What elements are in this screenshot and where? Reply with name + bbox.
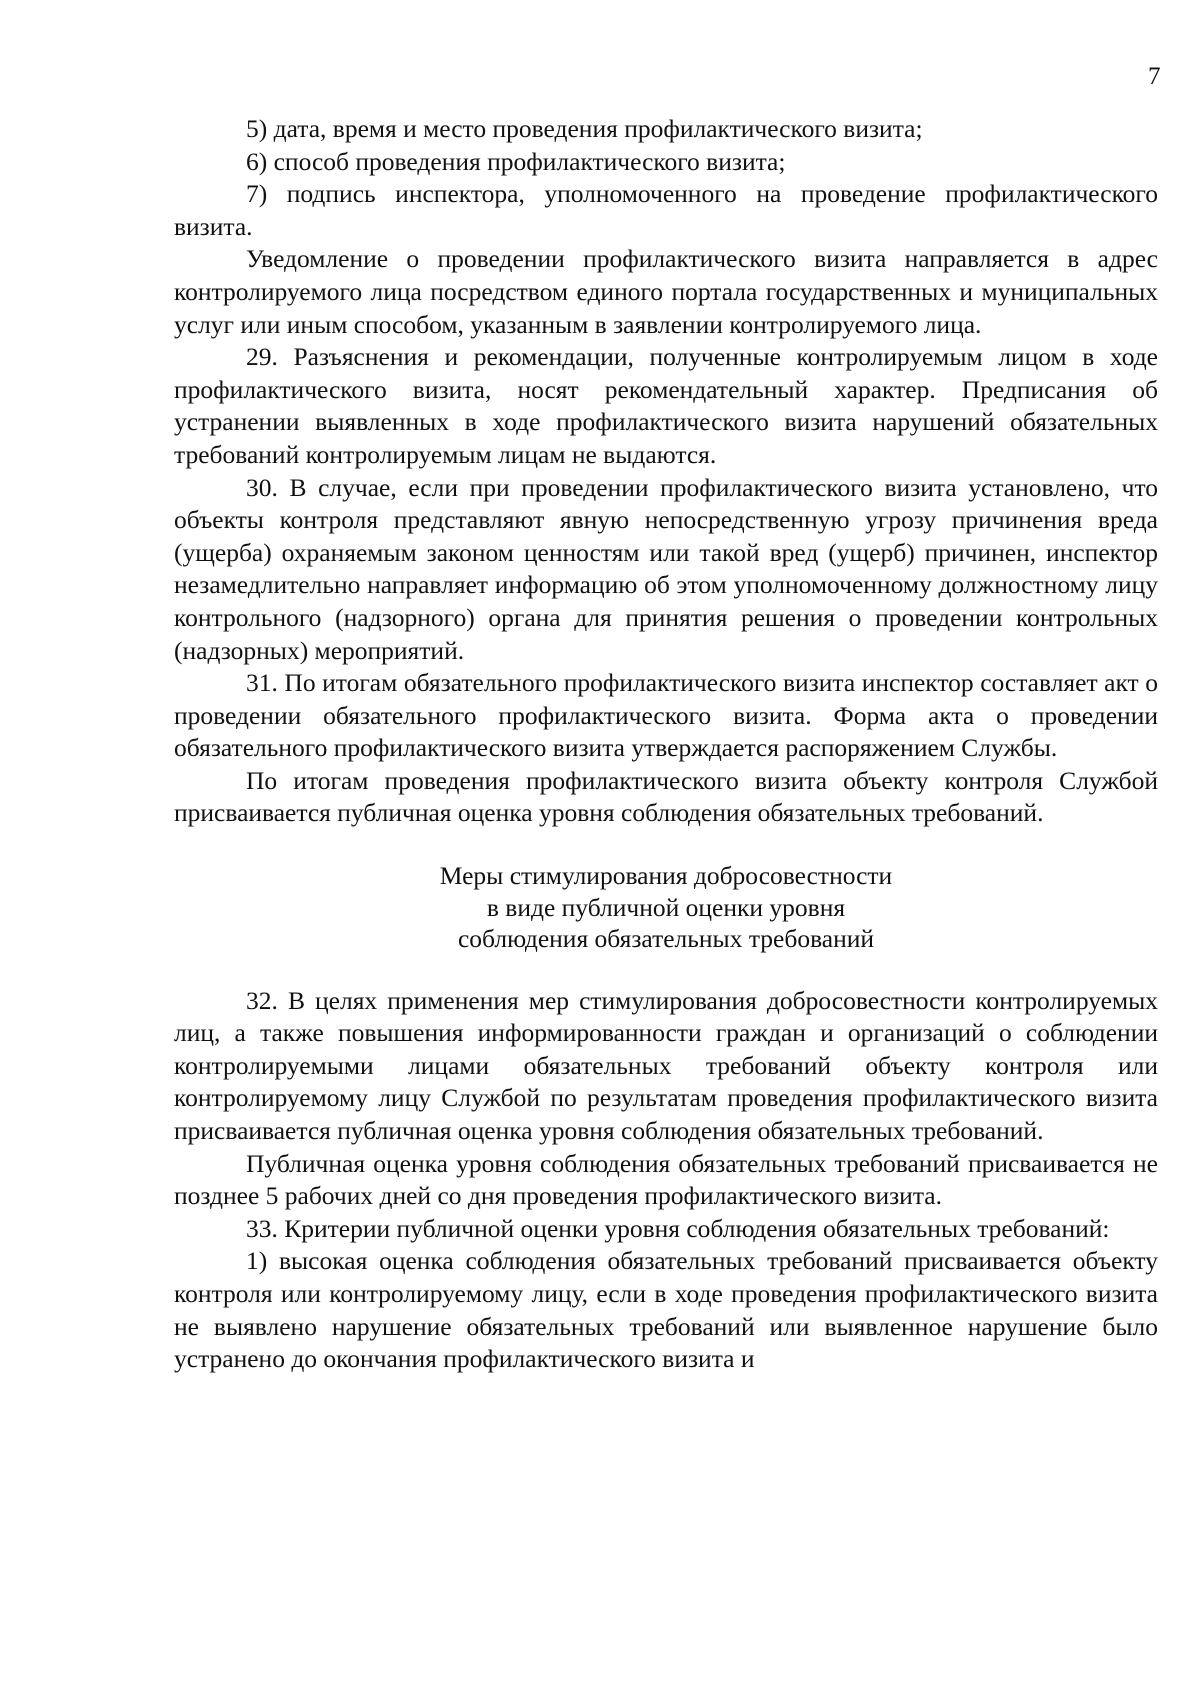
paragraph-criteria-1: 1) высокая оценка соблюдения обязательных требований присваивается объекту контроля или контролируемому лицу, если в ходе проведения профилактического визита не выявлено нарушение обязательных требований или выявленное нарушение было устранено до окончания профилактического визита и — [174, 1246, 1158, 1374]
paragraph-31: 31. По итогам обязательного профилактического визита инспектор составляет акт о проведении обязательного профилактического визита. Форма акта о проведении обязательного профилактического визита утверждается распоряжением Службы. — [174, 668, 1158, 763]
section-heading-line-3: соблюдения обязательных требований — [457, 924, 875, 954]
paragraph-notification: Уведомление о проведении профилактического визита направляется в адрес контролируемого лица посредством единого портала государственных и муниципальных услуг или иным способом, указанным в заявлении контролируемого лица. — [174, 244, 1158, 339]
paragraph-33: 33. Критерии публичной оценки уровня соблюдения обязательных требований: — [246, 1213, 1110, 1243]
page-number: 7 — [1148, 63, 1161, 90]
paragraph-item-6: 6) способ проведения профилактического визита; — [246, 146, 786, 176]
section-heading — [174, 860, 1158, 955]
paragraph-visit-results: По итогам проведения профилактического визита объекту контроля Службой присваивается публичная оценка уровня соблюдения обязательных требований. — [174, 765, 1158, 828]
paragraph-assessment-deadline: Публичная оценка уровня соблюдения обязательных требований присваивается не позднее 5 рабочих дней со дня проведения профилактического визита. — [174, 1148, 1158, 1211]
section-heading-line-2: в виде публичной оценки уровня — [486, 892, 846, 922]
paragraph-item-7: 7) подпись инспектора, уполномоченного на проведение профилактического визита. — [174, 179, 1158, 241]
paragraph-30: 30. В случае, если при проведении профилактического визита установлено, что объекты контроля представляют явную непосредственную угрозу причинения вреда (ущерба) охраняемым законом ценностям или такой вред (ущерб) причинен, инспектор незамедлительно направляет информацию об этом уполномоченному должностному лицу контрольного (надзорного) органа для принятия решения о проведении контрольных (надзорных) мероприятий. — [174, 472, 1158, 665]
paragraph-item-5: 5) дата, время и место проведения профилактического визита; — [246, 114, 923, 143]
paragraph-32: 32. В целях применения мер стимулирования добросовестности контролируемых лиц, а также повышения информированности граждан и организаций о соблюдении контролируемыми лицами обязательных требований объекту контроля или контролируемому лицу Службой по результатам проведения профилактического визита присваивается публичная оценка уровня соблюдения обязательных требований. — [174, 985, 1158, 1145]
document-body — [174, 113, 1158, 1376]
paragraph-29: 29. Разъяснения и рекомендации, полученные контролируемым лицом в ходе профилактического визита, носят рекомендательный характер. Предписания об устранении выявленных в ходе профилактического визита нарушений обязательных требований контролируемым лицам не выдаются. — [174, 342, 1158, 469]
section-heading-line-1: Меры стимулирования добросовестности — [439, 861, 893, 891]
